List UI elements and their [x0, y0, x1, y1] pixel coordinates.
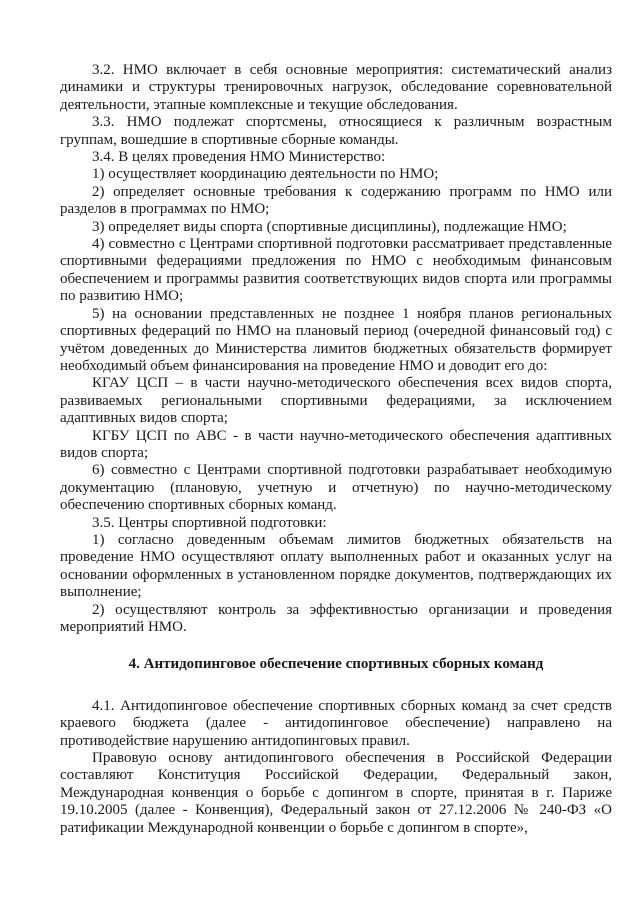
paragraph-3-4: 3.4. В целях проведения НМО Министерство: [92, 149, 386, 166]
list-item-3-4-5: 5) на основании представленных не позднее 1 ноября планов региональных спортивных федераций по НМО на плановый период (очередной финансовый год) с учётом доведенных до Министерства лимитов бюджетных обязательств формирует необходимый объем финансирования на проведение НМО и доводит его до: [60, 305, 612, 374]
list-item-kgbu-csp-avs: КГБУ ЦСП по АВС - в части научно-методического обеспечения адаптивных видов спорта; [60, 427, 612, 461]
spacer [60, 674, 612, 698]
list-item-3-4-1: 1) осуществляет координацию деятельности по НМО; [92, 166, 439, 183]
paragraph-3-2: 3.2. НМО включает в себя основные мероприятия: систематический анализ динамики и структуры тренировочных нагрузок, обследование соревновательной деятельности, этапные комплексные и текущие обследования. [60, 62, 612, 113]
list-item-3-4-3: 3) определяет виды спорта (спортивные дисциплины), подлежащие НМО; [92, 218, 567, 235]
paragraph-4-1: 4.1. Антидопинговое обеспечение спортивных сборных команд за счет средств краевого бюджета (далее - антидопинговое обеспечение) направлено на противодействие нарушению антидопинговых правил. [60, 697, 612, 749]
list-item-3-4-6: 6) совместно с Центрами спортивной подготовки разрабатывает необходимую документацию (плановую, учетную и отчетную) по научно-методическому обеспечению спортивных сборных команд. [60, 462, 612, 514]
section-heading: 4. Антидопинговое обеспечение спортивных сборных команд [128, 656, 544, 673]
list-item-3-5-1: 1) согласно доведенным объемам лимитов бюджетных обязательств на проведение НМО осуществляют оплату выполненных работ и оказанных услуг на основании оформленных в установленном порядке документов, подтверждающих их выполнение; [60, 531, 612, 601]
paragraph-3-3: 3.3. НМО подлежат спортсмены, относящиеся к различным возрастным группам, вошедшие в спортивные сборные команды. [60, 114, 612, 148]
document-page [60, 62, 612, 837]
list-item-3-4-4: 4) совместно с Центрами спортивной подготовки рассматривает представленные спортивными федерациями предложения по НМО с необходимым финансовым обеспечением и программы развития соответствующих видов спорта или программы по развитию НМО; [60, 236, 612, 305]
paragraph-legal-basis: Правовую основу антидопингового обеспечения в Российской Федерации составляют Конституция Российской Федерации, Федеральный закон, Международная конвенция о борьбе с допингом в спорте, принятая в г. Париже 19.10.2005 (далее - Конвенция), Федеральный закон от 27.12.2006 № 240-ФЗ «О ратификации Международной конвенции о борьбе с допингом в спорте», [60, 750, 612, 836]
list-item-3-4-2: 2) определяет основные требования к содержанию программ по НМО или разделов в программах по НМО; [60, 183, 612, 218]
paragraph-3-5: 3.5. Центры спортивной подготовки: [92, 514, 327, 531]
list-item-3-5-2: 2) осуществляют контроль за эффективностью организации и проведения мероприятий НМО. [60, 601, 612, 635]
list-item-kgau-csp: КГАУ ЦСП – в части научно-методического обеспечения всех видов спорта, развиваемых региональными спортивными федерациями, за исключением адаптивных видов спорта; [60, 375, 612, 427]
